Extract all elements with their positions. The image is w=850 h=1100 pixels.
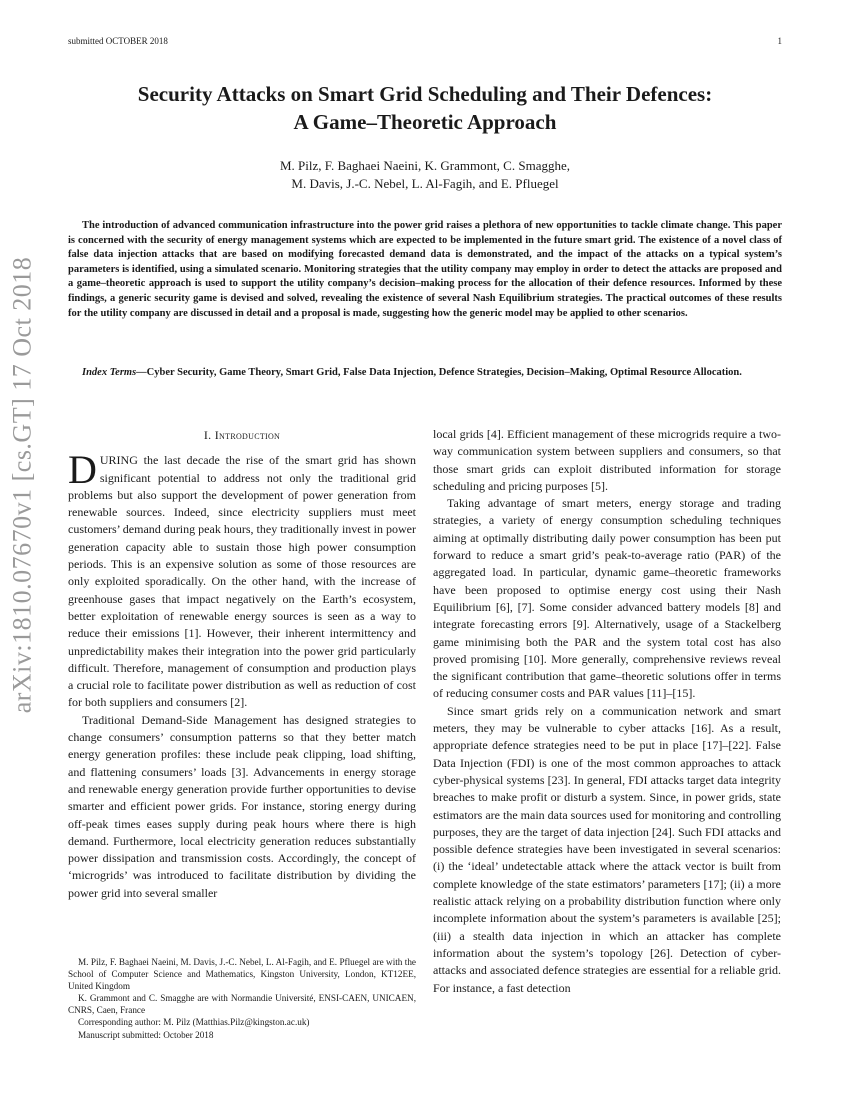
title-line-2: A Game–Theoretic Approach bbox=[293, 110, 557, 134]
index-terms-text: —Cyber Security, Game Theory, Smart Grid, False Data Injection, Defence Strategies, Decision–Making, Optimal Resource Allocation. bbox=[136, 367, 742, 378]
index-terms bbox=[68, 366, 782, 381]
left-column bbox=[68, 427, 416, 902]
abstract: The introduction of advanced communication infrastructure into the power grid raises a plethora of new opportunities to tackle climate change. This paper is concerned with the security of energy management systems which are expected to be implemented in the future smart grid. The existence of a novel class of false data injection attacks that are based on modifying forecasted demand data is demonstrated, and the impact of the attacks on a typical system’s parameters is identified, using a simulated scenario. Monitoring strategies that the utility company may employ in order to detect the attacks are proposed and a game–theoretic approach is used to support the utility company’s decision–making process for the allocation of their defence resources. Informed by these findings, a generic security game is devised and solved, revealing the existence of several Nash Equilibrium strategies. The practical outcomes of these results for the utility company are discussed in detail and a proposal is made, suggesting how the generic model may be applied to other scenarios. bbox=[68, 220, 782, 319]
drop-cap: D bbox=[68, 447, 97, 493]
arxiv-stamp bbox=[2, 256, 42, 714]
intro-paragraph-5: Since smart grids rely on a communication network and smart meters, they may be vulnerable to cyber attacks [16]. As a result, appropriate defence strategies need to be put in place [17]–[22]. False Data Injection (FDI) is one of the most common approaches to attack cyber-physical systems [23]. In general, FDI attacks target data integrity breaches to make profit or disturb a system. Since, in power grids, state estimators are the main data sources used for monitoring and controlling purposes, they are the target of data injection [24]. Such FDI attacks and possible defence strategies have been investigated in several scenarios: (i) the ‘ideal’ undetectable attack where the attack vector is built from complete knowledge of the state estimators’ parameters [17]; (ii) a more realistic attack relying on a probability distribution function where only incomplete information about the system’s parameters is available [25]; (iii) a stealth data injection in which an attacker has complete information about the system’s topology [26]. Detection of cyber-attacks and associated defence strategies are essential for a reliable grid. For instance, a fast detection bbox=[433, 703, 781, 995]
authors-line-2: M. Davis, J.-C. Nebel, L. Al-Fagih, and E. Pfluegel bbox=[291, 176, 559, 191]
authors-line-1: M. Pilz, F. Baghaei Naeini, K. Grammont, C. Smagghe, bbox=[280, 158, 570, 173]
intro-paragraph-3: local grids [4]. Efficient management of these microgrids require a two-way communication system between suppliers and consumers, so that those smart grids can exploit distributed information for storage scheduling and pricing purposes [5]. bbox=[433, 427, 781, 493]
footnote-corresponding-author: Corresponding author: M. Pilz (Matthias.Pilz@kingston.ac.uk) bbox=[78, 1017, 310, 1028]
footnote-affiliation-2: K. Grammont and C. Smagghe are with Normandie Université, ENSI-CAEN, UNICAEN, CNRS, Caen, France bbox=[68, 993, 416, 1016]
author-list bbox=[68, 157, 782, 193]
right-column bbox=[433, 426, 781, 997]
page-number: 1 bbox=[777, 36, 782, 46]
section-number: I. bbox=[203, 428, 215, 442]
footnote-manuscript-date: Manuscript submitted: October 2018 bbox=[78, 1029, 214, 1040]
footnote-affiliation-1: M. Pilz, F. Baghaei Naeini, M. Davis, J.-C. Nebel, L. Al-Fagih, and E. Pfluegel are with the School of Computer Science and Mathematics, Kingston University, London, KT12EE, United Kingdom bbox=[68, 957, 416, 992]
paper-title bbox=[68, 80, 782, 136]
footnotes bbox=[68, 956, 416, 1041]
intro-paragraph-1 bbox=[68, 447, 416, 711]
intro-paragraph-4: Taking advantage of smart meters, energy storage and trading strategies, a variety of energy consumption scheduling techniques aiming at optimally distributing daily power consumption has been put forward to reduce a smart grid’s peak-to-average ratio (PAR) of the aggregated load. In particular, dynamic game–theoretic frameworks have been proposed to optimise energy cost using their Nash Equilibrium [6], [7]. Some consider advanced battery models [8] and integrate forecasting errors [9]. Alternatively, usage of a Stackelberg game minimising both the PAR and the system total cost has also proved promising [10]. More generally, comprehensive reviews reveal the significant contribution that game–theoretic solutions offer in terms of reducing consumer costs and PAR values [11]–[15]. bbox=[433, 496, 781, 701]
index-terms-label: Index Terms bbox=[82, 367, 137, 378]
section-heading bbox=[68, 427, 416, 444]
intro-paragraph-2: Traditional Demand-Side Management has designed strategies to change consumers’ consumption patterns so that they better match energy generation profiles: these include peak clipping, load shifting, and flattening consumers’ loads [3]. Advancements in energy storage and renewable energy generation provide further opportunities to devise smarter and efficient power grids. For instance, storing energy during off-peak times eases supply during peak hours where there is high demand. Furthermore, local electricity generation reduces substantially power dissipation and transmission costs. Accordingly, the concept of ‘microgrids’ was introduced to facilitate distribution by dividing the power grid into several smaller bbox=[68, 712, 416, 900]
intro-paragraph-1-text: URING the last decade the rise of the smart grid has shown significant potential to address not only the traditional grid problems but also support the development of power generation from renewable sources. Indeed, since electricity suppliers must meet customers’ demand during peak hours, they traditionally invest in power generation capacity able to sustain those high power consumption periods. This is an expensive solution as some of those resources are only exploited sporadically. On the other hand, with the increase of greenhouse gases that impact negatively on the Earth’s ecosystem, better exploitation of renewable energy sources is seen as a way to reduce their emissions [1]. However, their inherent intermittency and unpredictability makes their integration into the power grid particularly difficult. Therefore, management of consumption and production plays a crucial role to facilitate power distribution as well as reduction of cost for both suppliers and consumers [2]. bbox=[68, 453, 416, 710]
running-header: submitted OCTOBER 2018 bbox=[68, 36, 168, 46]
section-title: Introduction bbox=[214, 428, 281, 442]
arxiv-identifier: arXiv:1810.07670v1 [cs.GT] 17 Oct 2018 bbox=[7, 256, 37, 714]
title-line-1: Security Attacks on Smart Grid Scheduling and Their Defences: bbox=[137, 82, 713, 106]
